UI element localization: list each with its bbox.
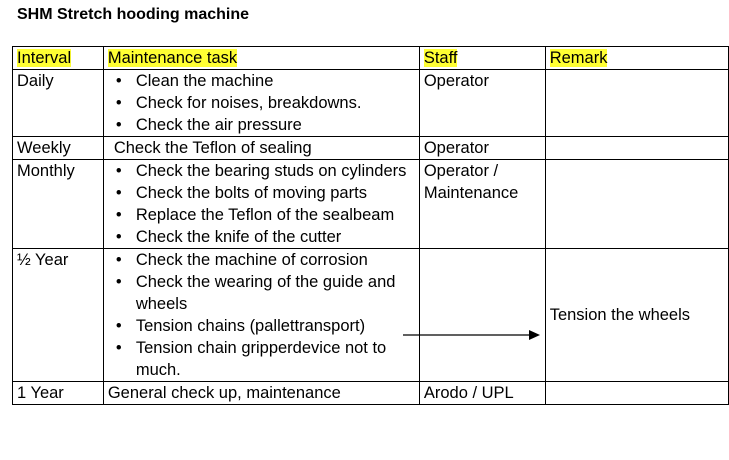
header-interval: Interval xyxy=(13,47,104,70)
page-title: SHM Stretch hooding machine xyxy=(17,6,250,23)
staff-cell: Operator / Maintenance xyxy=(419,160,545,249)
header-maintenance-task: Maintenance task xyxy=(103,47,419,70)
remark-cell xyxy=(545,160,728,249)
interval-cell: 1 Year xyxy=(13,382,104,405)
task-cell xyxy=(103,70,419,137)
task-cell: General check up, maintenance xyxy=(103,382,419,405)
task-item: • Replace the Teflon of the sealbeam xyxy=(108,204,419,226)
maintenance-table xyxy=(12,46,729,405)
table-row xyxy=(13,137,729,160)
staff-cell: Arodo / UPL xyxy=(419,382,545,405)
task-item: • Check the bearing studs on cylinders xyxy=(108,160,419,182)
task-cell: Check the Teflon of sealing xyxy=(103,137,419,160)
remark-cell xyxy=(545,70,728,137)
task-item: • Tension chain gripperdevice not to much. xyxy=(108,337,419,381)
table-row xyxy=(13,382,729,405)
task-item: • Check the knife of the cutter xyxy=(108,226,419,248)
staff-cell: Operator xyxy=(419,70,545,137)
table-header-row xyxy=(13,47,729,70)
task-cell xyxy=(103,249,419,382)
interval-cell: Daily xyxy=(13,70,104,137)
header-remark: Remark xyxy=(545,47,728,70)
remark-cell: Tension the wheels xyxy=(545,249,728,382)
remark-cell xyxy=(545,382,728,405)
task-item: • Check the machine of corrosion xyxy=(108,249,419,271)
interval-cell: Weekly xyxy=(13,137,104,160)
task-item: • Check the bolts of moving parts xyxy=(108,182,419,204)
task-item: • Check the air pressure xyxy=(108,114,419,136)
task-cell xyxy=(103,160,419,249)
remark-cell xyxy=(545,137,728,160)
staff-cell: Operator xyxy=(419,137,545,160)
task-item: • Tension chains (pallettransport) xyxy=(108,315,419,337)
table-row xyxy=(13,70,729,137)
staff-cell xyxy=(419,249,545,382)
interval-cell: ½ Year xyxy=(13,249,104,382)
interval-cell: Monthly xyxy=(13,160,104,249)
table-row xyxy=(13,249,729,382)
table-row xyxy=(13,160,729,249)
task-item: • Check the wearing of the guide and wheels xyxy=(108,271,419,315)
header-staff: Staff xyxy=(419,47,545,70)
task-item: • Clean the machine xyxy=(108,70,419,92)
arrow-right-icon xyxy=(403,329,540,341)
task-item: • Check for noises, breakdowns. xyxy=(108,92,419,114)
